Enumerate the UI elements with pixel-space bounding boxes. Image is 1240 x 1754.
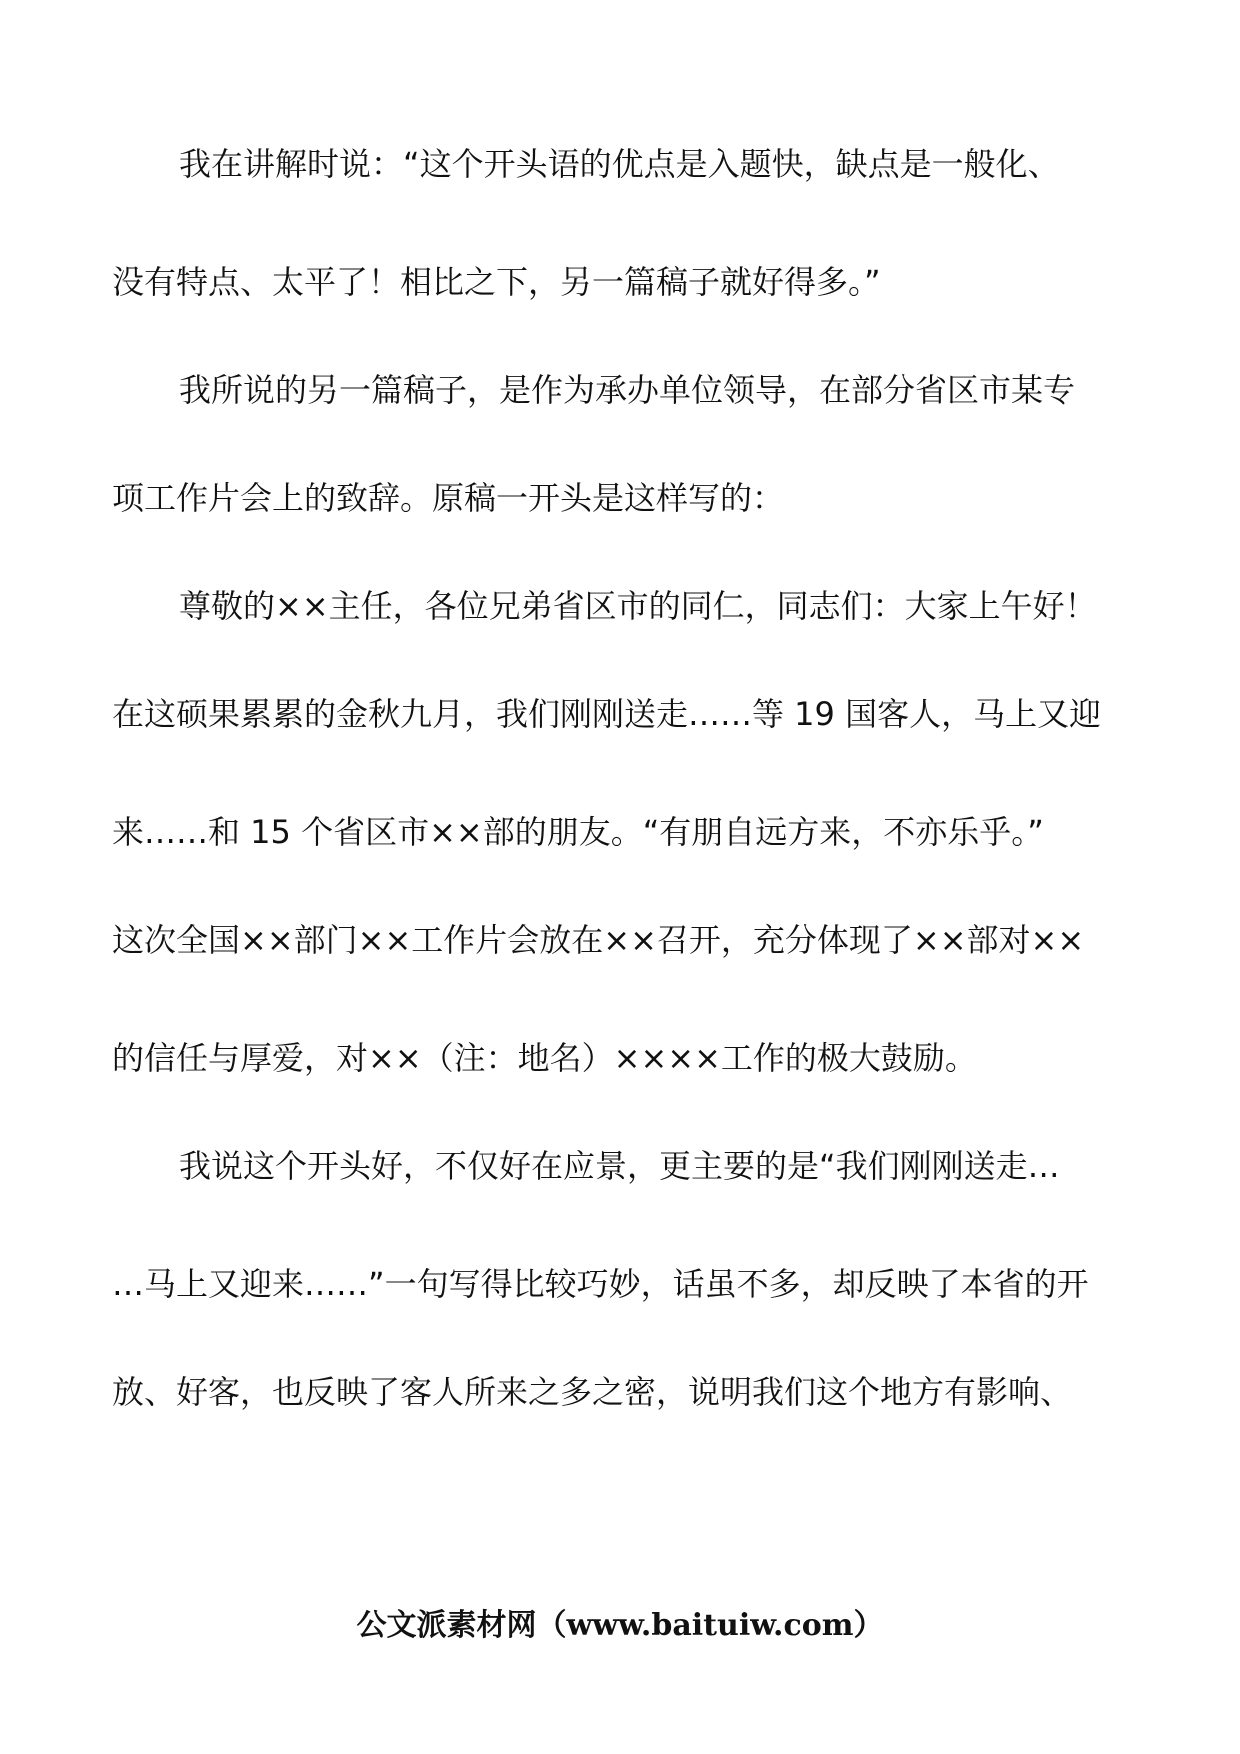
paragraph-line: 项工作片会上的致辞。原稿一开头是这样写的： (112, 479, 785, 517)
paragraph-line: 我所说的另一篇稿子，是作为承办单位领导，在部分省区市某专 (179, 371, 1076, 409)
paragraph-line: 我说这个开头好，不仅好在应景，更主要的是“我们刚刚送走… (179, 1147, 1060, 1185)
paragraph-line: …马上又迎来……”一句写得比较巧妙，话虽不多，却反映了本省的开 (112, 1265, 1089, 1303)
paragraph-line: 尊敬的××主任，各位兄弟省区市的同仁，同志们：大家上午好！ (179, 587, 1097, 625)
paragraph-line: 的信任与厚爱，对××（注：地名）××××工作的极大鼓励。 (112, 1039, 977, 1077)
footer-watermark: 公文派素材网（www.baituiw.com） (356, 1608, 884, 1643)
paragraph-line: 在这硕果累累的金秋九月，我们刚刚送走……等 19 国客人，马上又迎 (112, 695, 1102, 733)
paragraph-line: 放、好客，也反映了客人所来之多之密，说明我们这个地方有影响、 (112, 1373, 1073, 1411)
paragraph-line: 我在讲解时说：“这个开头语的优点是入题快，缺点是一般化、 (179, 145, 1060, 183)
paragraph-line: 来……和 15 个省区市××部的朋友。“有朋自远方来，不亦乐乎。” (112, 813, 1044, 851)
paragraph-line: 没有特点、太平了！相比之下，另一篇稿子就好得多。” (112, 263, 881, 301)
paragraph-line: 这次全国××部门××工作片会放在××召开，充分体现了××部对×× (112, 921, 1085, 959)
